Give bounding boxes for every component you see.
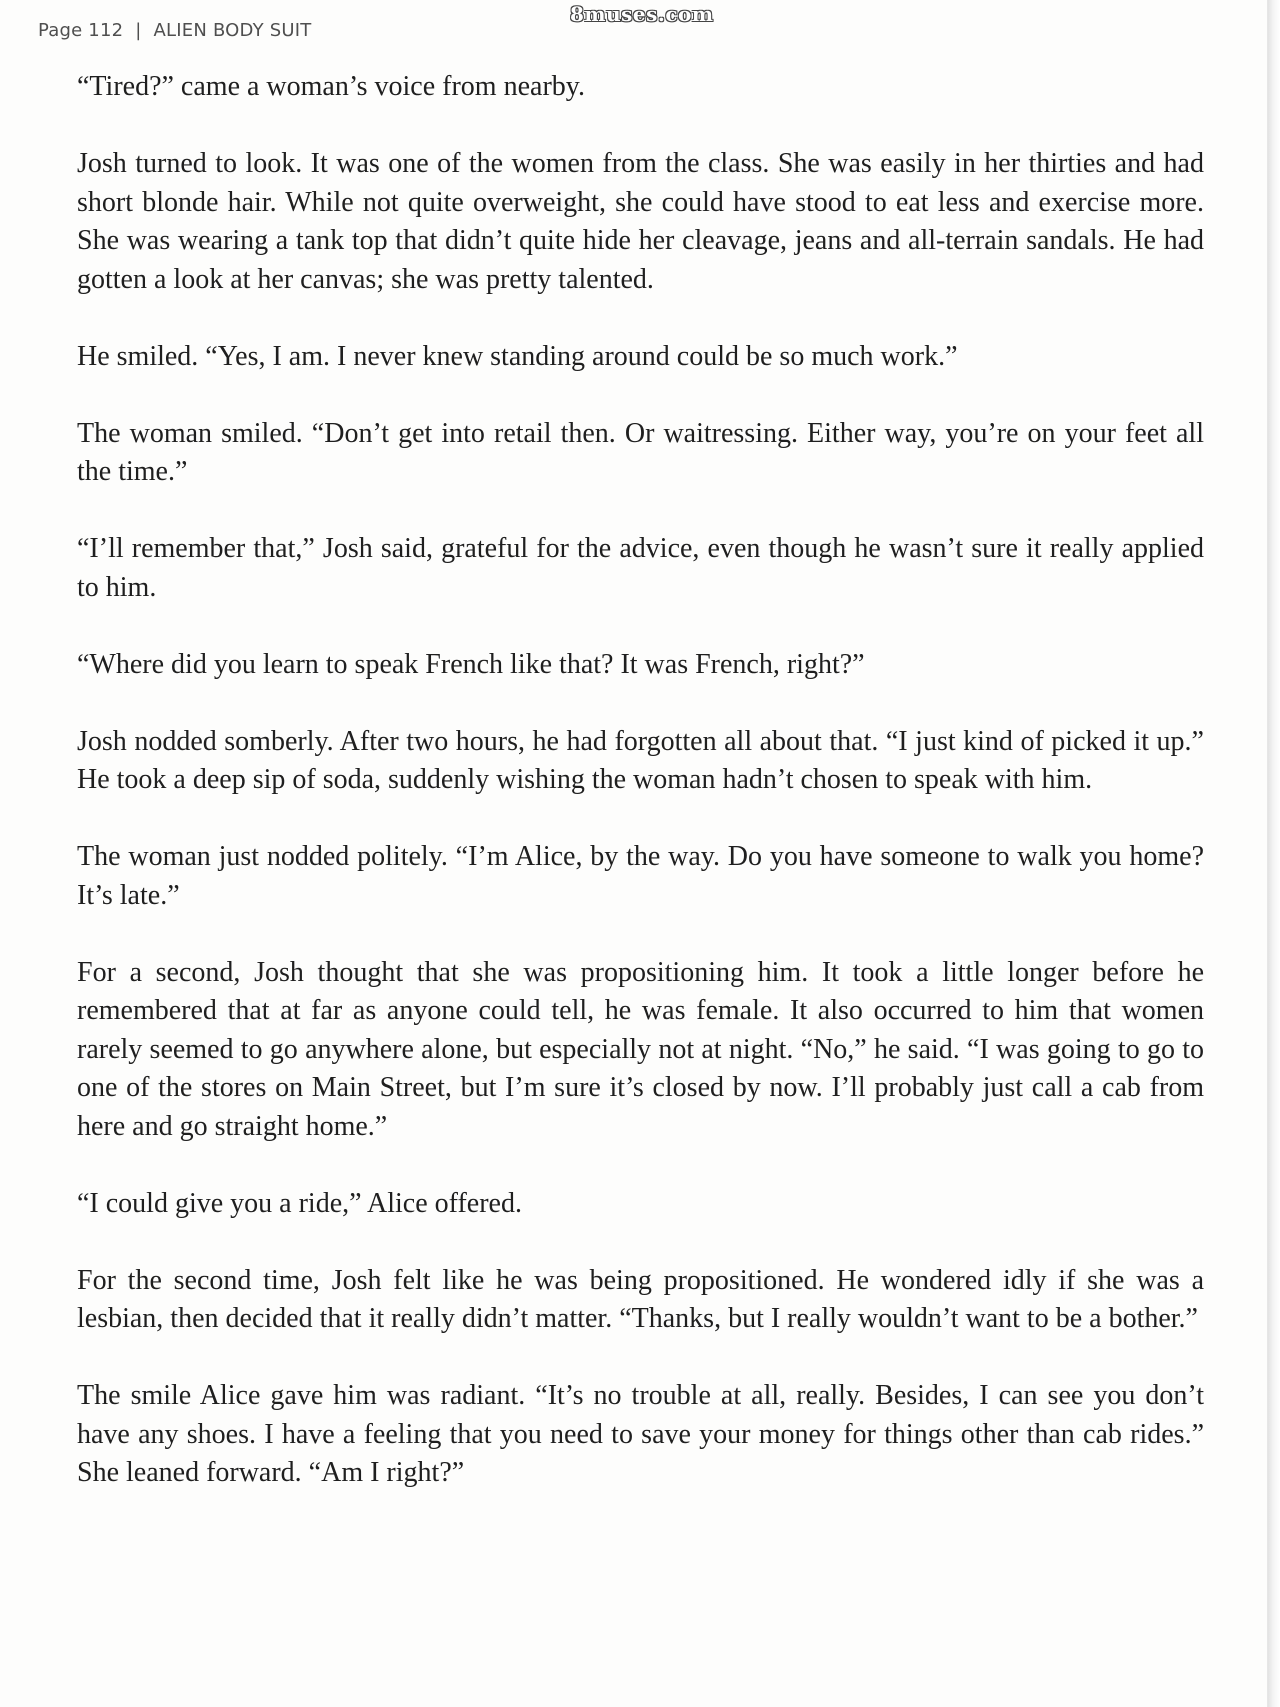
paragraph: For the second time, Josh felt like he was being propositioned. He wondered idly if she was a lesbian, then decided that it really didn’t matter. “Thanks, but I really wouldn’t want to be a bother.”	[77, 1264, 1204, 1334]
paragraph: “I’ll remember that,” Josh said, grateful for the advice, even though he wasn’t sure it really applied to him.	[77, 533, 1204, 603]
paragraph: “I could give you a ride,” Alice offered.	[77, 1187, 522, 1219]
running-header	[38, 20, 311, 41]
paragraph: He smiled. “Yes, I am. I never knew standing around could be so much work.”	[77, 340, 958, 372]
body-text	[77, 68, 1204, 1531]
book-title: ALIEN BODY SUIT	[153, 20, 312, 41]
paragraph: The woman smiled. “Don’t get into retail then. Or waitressing. Either way, you’re on your feet all the time.”	[77, 417, 1204, 487]
paragraph: The woman just nodded politely. “I’m Alice, by the way. Do you have someone to walk you home? It’s late.”	[77, 841, 1204, 911]
page-edge-shadow	[1268, 0, 1280, 1707]
paragraph: The smile Alice gave him was radiant. “It’s no trouble at all, really. Besides, I can see you don’t have any shoes. I have a feeling that you need to save your money for things other than cab rides.” She leaned forward. “Am I right?”	[77, 1380, 1204, 1488]
paragraph: “Where did you learn to speak French like that? It was French, right?”	[77, 648, 865, 680]
site-watermark: 8muses.com	[570, 2, 714, 26]
paragraph: “Tired?” came a woman’s voice from nearby.	[77, 71, 585, 102]
paragraph: Josh turned to look. It was one of the women from the class. She was easily in her thirties and had short blonde hair. While not quite overweight, she could have stood to eat less and exercise more. She was wearing a tank top that didn’t quite hide her cleavage, jeans and all-terrain sandals. He had gotten a look at her canvas; she was pretty talented.	[77, 148, 1204, 295]
page-number-label: Page 112	[38, 20, 124, 41]
paragraph: Josh nodded somberly. After two hours, he had forgotten all about that. “I just kind of picked it up.” He took a deep sip of soda, suddenly wishing the woman hadn’t chosen to speak with him.	[77, 725, 1204, 795]
paragraph: For a second, Josh thought that she was propositioning him. It took a little longer before he remembered that at far as anyone could tell, he was female. It also occurred to him that women rarely seemed to go anywhere alone, but especially not at night. “No,” he said. “I was going to go to one of the stores on Main Street, but I’m sure it’s closed by now. I’ll probably just call a cab from here and go straight home.”	[77, 956, 1204, 1142]
header-separator: |	[135, 20, 142, 41]
